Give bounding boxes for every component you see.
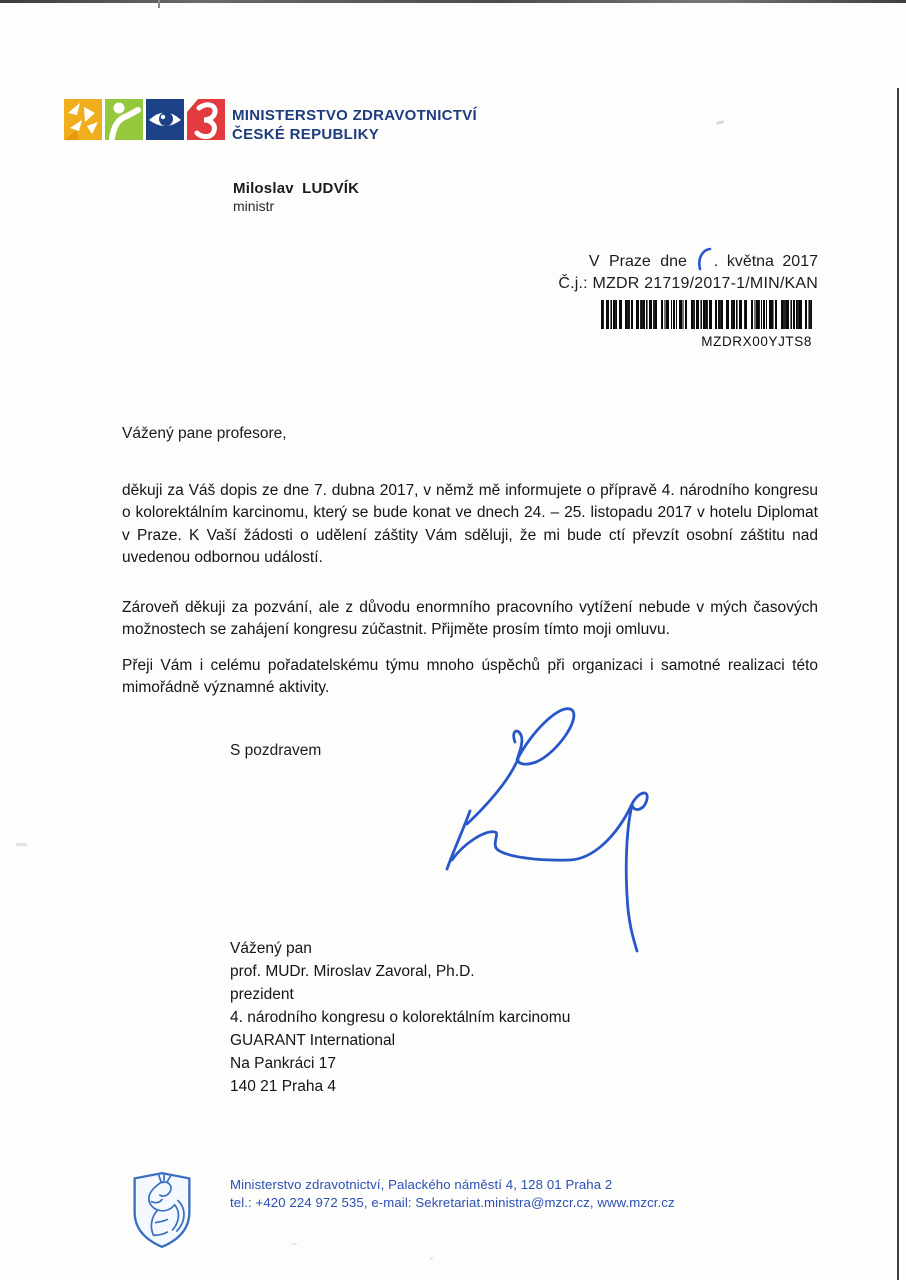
ministry-name-line2: ČESKÉ REPUBLIKY — [232, 126, 380, 143]
scan-edge-top — [0, 0, 906, 3]
czech-lion-crest-icon — [129, 1170, 195, 1250]
logo-numeral3-icon — [187, 99, 225, 140]
scan-edge-right — [897, 88, 899, 1280]
minister-block — [233, 180, 359, 214]
recipient-line: 140 21 Praha 4 — [230, 1078, 337, 1095]
file-number: Č.j.: MZDR 21719/2017-1/MIN/KAN — [558, 275, 818, 292]
scan-smudge — [716, 120, 724, 125]
logo-eye-icon — [146, 99, 184, 140]
recipient-line: Na Pankráci 17 — [230, 1055, 336, 1072]
recipient-line: prof. MUDr. Miroslav Zavoral, Ph.D. — [230, 963, 475, 980]
recipient-line: Vážený pan — [230, 940, 312, 957]
recipient-line: GUARANT International — [230, 1032, 396, 1049]
recipient-line: 4. národního kongresu o kolorektálním karcinomu — [230, 1009, 571, 1026]
handwritten-day-mark — [693, 246, 713, 272]
closing-phrase: S pozdravem — [230, 742, 322, 759]
recipient-line: prezident — [230, 986, 294, 1003]
scan-tick — [158, 0, 160, 8]
barcode — [601, 300, 812, 329]
scan-smudge — [430, 1257, 433, 1260]
minister-name: Miloslav LUDVÍK — [233, 180, 360, 197]
minister-title: ministr — [233, 198, 275, 214]
place-date-line — [558, 246, 818, 272]
ministry-logo — [64, 99, 225, 140]
paragraph-3: Přeji Vám i celému pořadatelskému týmu mnoho úspěchů při organizaci i samotné realizaci této mimořádně významné aktivity. — [122, 657, 818, 697]
place-date-suffix: . května 2017 — [713, 253, 818, 270]
logo-person-icon — [105, 99, 143, 140]
recipient-address — [230, 937, 570, 1098]
place-date-prefix: V Praze dne — [588, 253, 687, 270]
paragraph-2: Zároveň děkuji za pozvání, ale z důvodu enormního pracovního vytížení nebude v mých časových možnostech se zahájení kongresu zúčastnit. Přijměte prosím tímto moji omluvu. — [122, 599, 818, 639]
barcode-text: MZDRX00YJTS8 — [701, 334, 812, 349]
footer-contact-line: tel.: +420 224 972 535, e-mail: Sekretariat.ministra@mzcr.cz, www.mzcr.cz — [230, 1194, 675, 1210]
reference-block — [558, 246, 818, 293]
paragraph-1: děkuji za Váš dopis ze dne 7. dubna 2017, v němž mě informujete o přípravě 4. národního kongresu o kolorektálním karcinomu, který se bude konat ve dnech 24. – 25. listopadu 2017 v hotelu Diplomat v Praze. K Vaší žádosti o udělení záštity Vám sděluji, že mi bude ctí převzít osobní záštitu nad uvedenou odbornou událostí. — [122, 482, 818, 567]
ministry-name-line1: MINISTERSTVO ZDRAVOTNICTVÍ — [232, 107, 478, 124]
ministry-name — [232, 106, 477, 144]
logo-triangles-icon — [64, 99, 102, 140]
footer-address-line: Ministerstvo zdravotnictví, Palackého náměstí 4, 128 01 Praha 2 — [230, 1177, 613, 1192]
salutation: Vážený pane profesore, — [122, 425, 287, 442]
footer-contact — [230, 1176, 675, 1211]
scan-smudge — [291, 1243, 297, 1245]
scan-smudge — [16, 843, 27, 846]
signature-ink — [420, 680, 680, 970]
